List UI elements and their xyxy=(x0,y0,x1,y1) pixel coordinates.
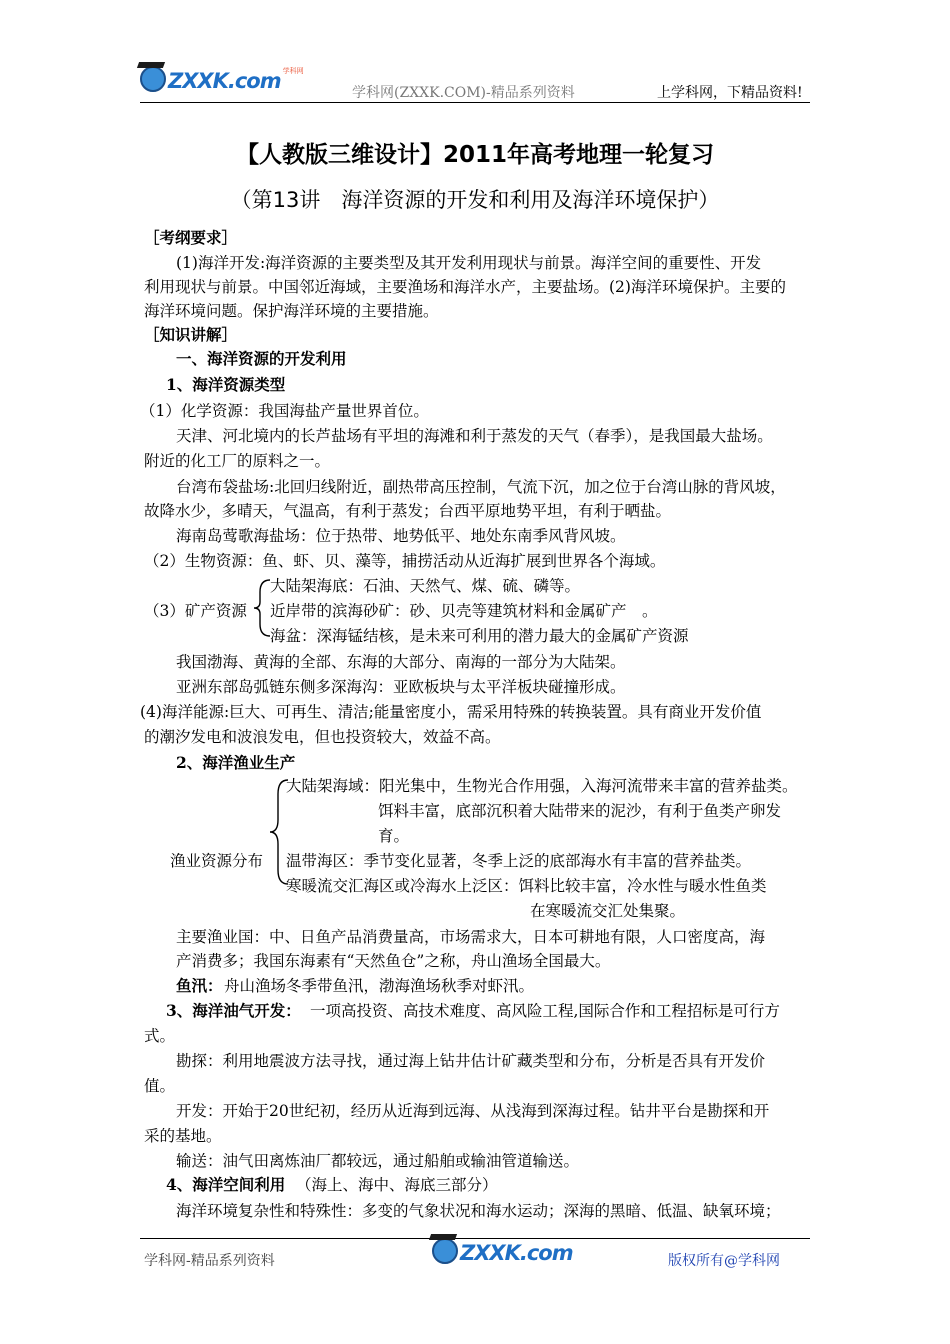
text-line: (1)海洋开发:海洋资源的主要类型及其开发利用现状与前景。海洋空间的重要性、开发 xyxy=(176,254,762,272)
text-line: 在寒暖流交汇处集聚。 xyxy=(530,902,686,920)
text-line: 海盆：深海锰结核，是未来可利用的潜力最大的金属矿产资源 xyxy=(270,627,689,645)
logo-wordmark: ZXXK.com xyxy=(168,69,281,93)
text-line: （1）化学资源：我国海盐产量世界首位。 xyxy=(140,402,429,420)
footer-logo xyxy=(432,1238,573,1264)
text-line: 开发：开始于20世纪初，经历从近海到远海、从浅海到深海过程。钻井平台是勘探和开 xyxy=(176,1102,770,1120)
logo-subtext: 学科网 xyxy=(282,67,304,75)
text-line: 故降水少，多晴天，气温高，有利于蒸发；台西平原地势平坦，有利于晒盐。 xyxy=(144,502,672,520)
section-heading: 1、海洋资源类型 xyxy=(166,375,286,394)
text-line: 采的基地。 xyxy=(144,1127,222,1145)
brace-mineral xyxy=(252,576,272,640)
footer-right-text: 版权所有@学科网 xyxy=(668,1253,780,1269)
section-heading: 一、海洋资源的开发利用 xyxy=(176,349,347,368)
inline-heading: 鱼汛： xyxy=(176,976,223,995)
text-line: （2）生物资源：鱼、虾、贝、藻等，捕捞活动从近海扩展到世界各个海域。 xyxy=(144,552,666,570)
text-line: 饵料丰富，底部沉积着大陆带来的泥沙，有利于鱼类产卵发 xyxy=(378,802,782,820)
text-line: （海上、海中、海底三部分） xyxy=(296,1176,498,1194)
text-line: 值。 xyxy=(144,1077,176,1095)
text-line: 亚洲东部岛弧链东侧多深海沟：亚欧板块与太平洋板块碰撞形成。 xyxy=(176,678,626,696)
document-subtitle: （第13讲 海洋资源的开发和利用及海洋环境保护） xyxy=(230,188,720,212)
text-line: 的潮汐发电和波浪发电，但也投资较大，效益不高。 xyxy=(144,728,501,746)
graduation-cap-icon xyxy=(140,66,166,92)
header-right-text: 上学科网，下精品资料! xyxy=(657,85,803,101)
text-line: 寒暖流交汇海区或冷海水上泛区：饵料比较丰富，冷水性与暖水性鱼类 xyxy=(286,877,767,895)
text-line: 大陆架海域：阳光集中，生物光合作用强，入海河流带来丰富的营养盐类。 xyxy=(286,777,798,795)
header-rule xyxy=(140,102,810,103)
text-line: （3）矿产资源 xyxy=(144,602,247,620)
footer-left-text: 学科网-精品系列资料 xyxy=(144,1253,275,1269)
text-line: 附近的化工厂的原料之一。 xyxy=(144,452,331,470)
text-line: 主要渔业国：中、日鱼产品消费量高，市场需求大，日本可耕地有限，人口密度高，海 xyxy=(176,928,766,946)
text-line: 育。 xyxy=(378,827,410,845)
text-line: 我国渤海、黄海的全部、东海的大部分、南海的一部分为大陆架。 xyxy=(176,653,626,671)
text-line: 一项高投资、高技术难度、高风险工程,国际合作和工程招标是可行方 xyxy=(310,1002,780,1020)
header-center-text: 学科网(ZXXK.COM)-精品系列资料 xyxy=(352,85,575,101)
text-line: 台湾布袋盐场:北回归线附近，副热带高压控制，气流下沉，加之位于台湾山脉的背风坡， xyxy=(176,478,786,496)
text-line: 产消费多；我国东海素有“天然鱼仓”之称，舟山渔场全国最大。 xyxy=(176,952,611,970)
text-line: 天津、河北境内的长芦盐场有平坦的海滩和利于蒸发的天气（春季），是我国最大盐场。 xyxy=(176,427,773,445)
section-heading: 2、海洋渔业生产 xyxy=(176,753,296,772)
text-line: 海洋环境问题。保护海洋环境的主要措施。 xyxy=(144,302,439,320)
text-line: 温带海区：季节变化显著，冬季上泛的底部海水有丰富的营养盐类。 xyxy=(286,852,752,870)
graduation-cap-icon xyxy=(432,1238,458,1264)
inline-heading: 4、海洋空间利用 xyxy=(166,1175,286,1194)
text-line: 输送：油气田离炼油厂都较远，通过船舶或输油管道输送。 xyxy=(176,1152,580,1170)
text-line: 利用现状与前景。中国邻近海域，主要渔场和海洋水产，主要盐场。(2)海洋环境保护。主要的 xyxy=(144,278,786,296)
inline-heading: 3、海洋油气开发： xyxy=(166,1001,301,1020)
text-line: 勘探：利用地震波方法寻找，通过海上钻井估计矿藏类型和分布，分析是否具有开发价 xyxy=(176,1052,766,1070)
text-line: 海洋环境复杂性和特殊性：多变的气象状况和海水运动；深海的黑暗、低温、缺氧环境； xyxy=(176,1202,781,1220)
text-line: 舟山渔场冬季带鱼汛，渤海渔场秋季对虾汛。 xyxy=(224,977,535,995)
header-logo xyxy=(140,66,304,92)
text-line: 式。 xyxy=(144,1027,176,1045)
document-title: 【人教版三维设计】2011年高考地理一轮复习 xyxy=(235,142,714,168)
section-heading: ［考纲要求］ xyxy=(144,228,238,247)
text-line: 渔业资源分布 xyxy=(170,852,264,870)
text-line: 海南岛莺歌海盐场：位于热带、地势低平、地处东南季风背风坡。 xyxy=(176,527,626,545)
text-line: (4)海洋能源:巨大、可再生、清洁;能量密度小，需采用特殊的转换装置。具有商业开发价值 xyxy=(140,703,762,721)
logo-wordmark: ZXXK.com xyxy=(460,1241,573,1265)
text-line: 近岸带的滨海砂矿：砂、贝壳等建筑材料和金属矿产 。 xyxy=(270,602,658,620)
section-heading: ［知识讲解］ xyxy=(144,325,238,344)
text-line: 大陆架海底：石油、天然气、煤、硫、磷等。 xyxy=(270,577,581,595)
